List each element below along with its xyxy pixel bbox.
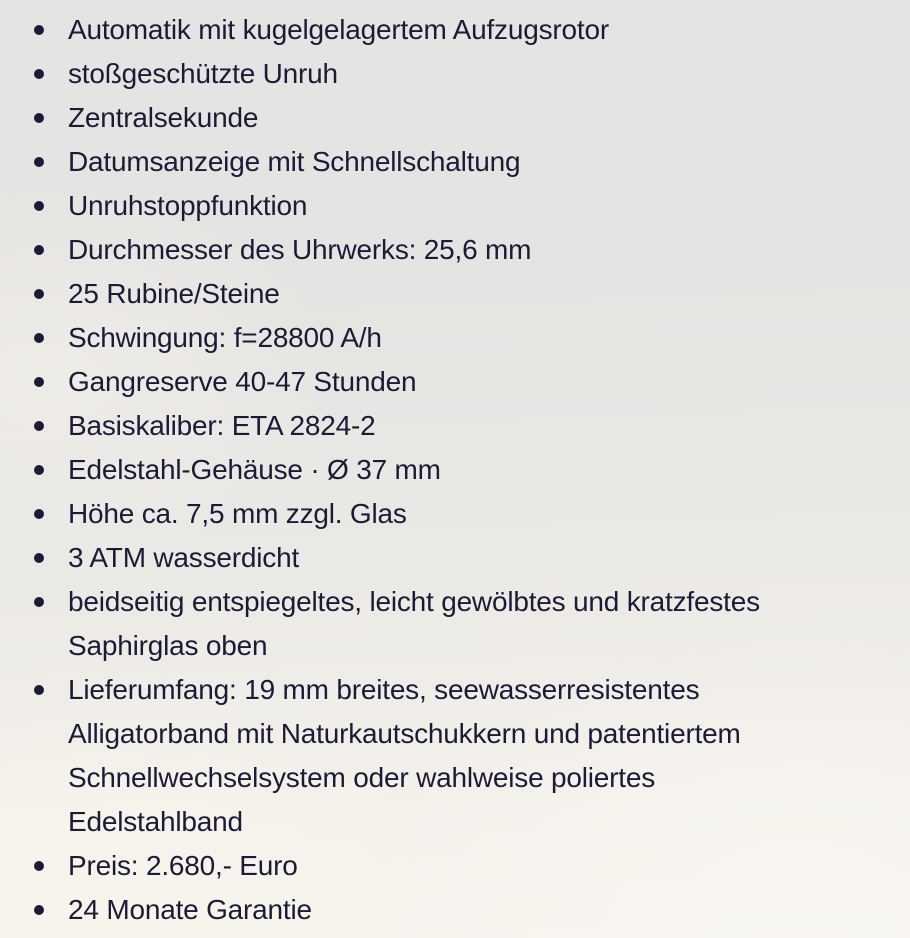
list-item-text	[68, 316, 382, 360]
list-item	[34, 888, 900, 932]
bullet-icon	[34, 289, 44, 299]
list-item-line: Preis: 2.680,- Euro	[68, 850, 298, 881]
list-item-line: Saphirglas oben	[68, 630, 268, 661]
list-item	[34, 360, 900, 404]
bullet-icon	[34, 201, 44, 211]
list-item-line: stoßgeschützte Unruh	[68, 58, 338, 89]
list-item-line: Lieferumfang: 19 mm breites, seewasserresistentes	[68, 674, 700, 705]
list-item-text	[68, 96, 258, 140]
list-item-text	[68, 888, 312, 932]
list-item	[34, 448, 900, 492]
list-item-line: Alligatorband mit Naturkautschukkern und patentiertem	[68, 718, 741, 749]
bullet-icon	[34, 597, 44, 607]
list-item-line: Edelstahl-Gehäuse · Ø 37 mm	[68, 454, 441, 485]
list-item-line: Datumsanzeige mit Schnellschaltung	[68, 146, 521, 177]
list-item-line: Basiskaliber: ETA 2824-2	[68, 410, 376, 441]
bullet-icon	[34, 25, 44, 35]
bullet-icon	[34, 113, 44, 123]
list-item	[34, 184, 900, 228]
list-item	[34, 52, 900, 96]
list-item-text	[68, 140, 520, 184]
list-item	[34, 668, 900, 844]
list-item-text	[68, 184, 307, 228]
list-item	[34, 536, 900, 580]
list-item-line: Durchmesser des Uhrwerks: 25,6 mm	[68, 234, 532, 265]
list-item-text	[68, 844, 298, 888]
list-item	[34, 272, 900, 316]
bullet-icon	[34, 861, 44, 871]
list-item-text	[68, 8, 609, 52]
list-item-line: Zentralsekunde	[68, 102, 259, 133]
list-item-line: Schwingung: f=28800 A/h	[68, 322, 382, 353]
list-item	[34, 316, 900, 360]
list-item-text	[68, 448, 441, 492]
list-item-line: Schnellwechselsystem oder wahlweise poliertes	[68, 762, 656, 793]
list-item-line: 3 ATM wasserdicht	[68, 542, 300, 573]
list-item-text	[68, 52, 338, 96]
list-item-text	[68, 536, 299, 580]
list-item-text	[68, 228, 531, 272]
list-item-line: Unruhstoppfunktion	[68, 190, 308, 221]
list-item-text	[68, 580, 760, 668]
bullet-icon	[34, 245, 44, 255]
list-item	[34, 8, 900, 52]
list-item-line: Automatik mit kugelgelagertem Aufzugsrotor	[68, 14, 609, 45]
list-item-text	[68, 492, 407, 536]
list-item-text	[68, 404, 376, 448]
bullet-icon	[34, 333, 44, 343]
bullet-icon	[34, 157, 44, 167]
list-item	[34, 404, 900, 448]
list-item-line: beidseitig entspiegeltes, leicht gewölbtes und kratzfestes	[68, 586, 760, 617]
list-item	[34, 96, 900, 140]
list-item-line: 25 Rubine/Steine	[68, 278, 280, 309]
bullet-icon	[34, 69, 44, 79]
list-item	[34, 492, 900, 536]
list-item-text	[68, 668, 741, 844]
list-item	[34, 140, 900, 184]
list-item-text	[68, 360, 416, 404]
list-item-line: Gangreserve 40-47 Stunden	[68, 366, 417, 397]
bullet-icon	[34, 685, 44, 695]
bullet-icon	[34, 421, 44, 431]
bullet-icon	[34, 377, 44, 387]
bullet-icon	[34, 509, 44, 519]
bullet-icon	[34, 905, 44, 915]
list-item-text	[68, 272, 280, 316]
list-item	[34, 844, 900, 888]
bullet-icon	[34, 553, 44, 563]
list-item-line: Höhe ca. 7,5 mm zzgl. Glas	[68, 498, 407, 529]
bullet-icon	[34, 465, 44, 475]
list-item-line: 24 Monate Garantie	[68, 894, 312, 925]
list-item-line: Edelstahlband	[68, 806, 243, 837]
list-item	[34, 580, 900, 668]
list-item	[34, 228, 900, 272]
